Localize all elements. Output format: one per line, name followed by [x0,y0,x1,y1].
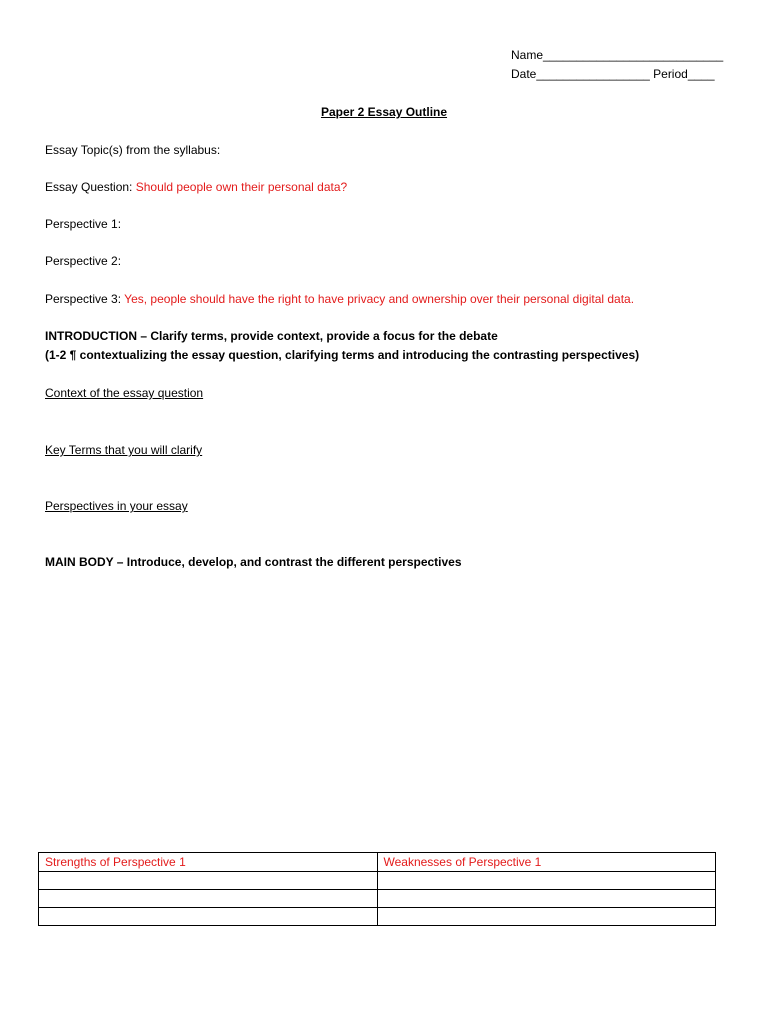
essay-question-label: Essay Question: [45,180,133,194]
perspective-3-value: Yes, people should have the right to have privacy and ownership over their personal digital data. [124,292,635,306]
strengths-weaknesses-table [38,852,716,926]
table-cell[interactable] [39,872,378,890]
page-title: Paper 2 Essay Outline [320,105,448,119]
table-cell[interactable] [377,890,716,908]
weaknesses-header: Weaknesses of Perspective 1 [377,853,716,872]
table-row [39,908,716,926]
key-terms-label: Key Terms that you will clarify [45,443,203,457]
introduction-heading: INTRODUCTION – Clarify terms, provide context, provide a focus for the debate [45,329,498,343]
perspective-3-row [45,292,634,306]
name-field: Name___________________________ [511,48,724,62]
perspectives-in-essay-label: Perspectives in your essay [45,499,188,513]
table-row [39,872,716,890]
table-cell[interactable] [39,890,378,908]
perspective-1-label: Perspective 1: [45,217,122,231]
essay-question-value: Should people own their personal data? [135,180,348,194]
table-cell[interactable] [377,908,716,926]
essay-question-row [45,180,347,194]
essay-topic-label: Essay Topic(s) from the syllabus: [45,143,221,157]
date-period-field: Date_________________ Period____ [511,67,715,81]
introduction-subheading: (1-2 ¶ contextualizing the essay question, clarifying terms and introducing the contrasting perspectives) [45,348,640,362]
perspective-2-label: Perspective 2: [45,254,122,268]
table-header-row [39,853,716,872]
strengths-header: Strengths of Perspective 1 [39,853,378,872]
table-cell[interactable] [377,872,716,890]
main-body-heading: MAIN BODY – Introduce, develop, and contrast the different perspectives [45,555,462,569]
table-cell[interactable] [39,908,378,926]
table-row [39,890,716,908]
context-label: Context of the essay question [45,386,204,400]
perspective-3-label: Perspective 3: [45,292,122,306]
